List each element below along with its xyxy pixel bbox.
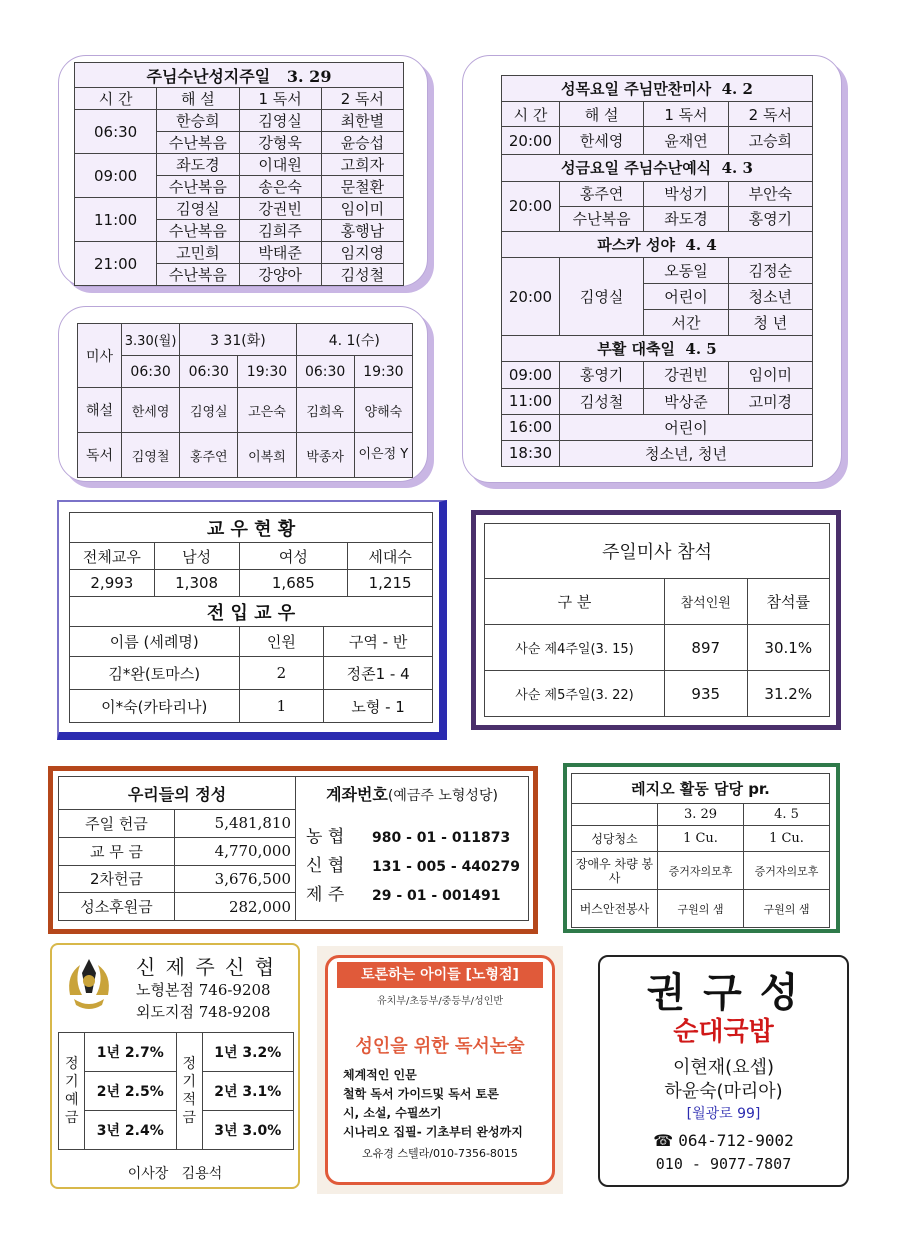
rate <box>85 1110 177 1149</box>
attendance-title: 주일미사 참석 <box>485 524 830 579</box>
chairman: 이사장 김용석 <box>127 1166 223 1182</box>
easter-vigil-title: 파스카 성야 <box>597 235 675 254</box>
cell: 강권빈 <box>239 198 321 220</box>
restaurant-address: [월광로 99] <box>686 1106 761 1122</box>
time: 06:30 <box>180 356 238 388</box>
total-value: 2,993 <box>70 570 155 597</box>
cell: 1 <box>239 690 324 723</box>
phone-icon: ☎ <box>653 1131 674 1150</box>
date: 3. 29 <box>658 804 744 826</box>
rate-value: 3.2% <box>242 1044 282 1061</box>
cell: 서간 <box>644 310 728 336</box>
rates-table <box>58 1032 294 1150</box>
cell: 송은숙 <box>239 176 321 198</box>
time-cell: 20:00 <box>502 127 560 155</box>
cell: 증거자의모후 <box>658 852 744 890</box>
ad-line: 체계적인 인문 <box>343 1068 417 1082</box>
owner-2: 하윤숙(마리아) <box>664 1081 783 1102</box>
th-category: 구 분 <box>485 579 665 625</box>
cell: 청소년 <box>728 284 812 310</box>
cell: 김*완(토마스) <box>70 657 240 690</box>
cell: 이*숙(카타리나) <box>70 690 240 723</box>
cell: 홍영기 <box>728 206 812 231</box>
account-holder: (예금주 노형성당) <box>387 788 498 804</box>
restaurant-ad <box>598 955 849 1187</box>
rate-value: 3.0% <box>242 1122 282 1139</box>
term: 3년 <box>96 1122 121 1139</box>
th-time: 시 간 <box>75 88 157 110</box>
term: 2년 <box>96 1083 121 1100</box>
narration-label: 해설 <box>78 388 122 433</box>
cell: 오동일 <box>644 257 728 283</box>
account-number: 131 - 005 - 440279 <box>372 859 521 875</box>
cell: 좌도경 <box>157 154 239 176</box>
ad-headline: 성인을 위한 독서논술 <box>355 1036 525 1057</box>
time-cell: 09:00 <box>502 362 560 388</box>
date-tue: 3 31(화) <box>180 324 296 356</box>
cell: 고승희 <box>728 127 812 155</box>
cell: 노형 - 1 <box>324 690 433 723</box>
restaurant-menu: 순대국밥 <box>673 1017 774 1047</box>
phone-1: 064-712-9002 <box>678 1131 794 1150</box>
cell: 홍주연 <box>180 433 238 478</box>
deposit-label: 정기예금 <box>59 1033 85 1150</box>
cell: 강권빈 <box>644 362 728 388</box>
cell: 어린이 <box>560 414 813 440</box>
ad-contact: 오유경 스텔라/010-7356-8015 <box>362 1147 518 1160</box>
th-name: 이름 (세례명) <box>70 627 240 657</box>
reading-label: 독서 <box>78 433 122 478</box>
cell: 한승희 <box>157 110 239 132</box>
cell: 주일 헌금 <box>59 810 175 838</box>
cell: 홍주연 <box>560 181 644 206</box>
time-cell: 20:00 <box>502 181 560 231</box>
cell: 이대원 <box>239 154 321 176</box>
cell: 수난복음 <box>157 220 239 242</box>
cell: 정존1 - 4 <box>324 657 433 690</box>
th-count: 인원 <box>239 627 324 657</box>
time-cell: 09:00 <box>75 154 157 198</box>
cell: 청소년, 청년 <box>560 440 813 466</box>
credit-union-ad <box>50 943 300 1189</box>
cell: 김영철 <box>122 433 180 478</box>
ad-line: 시나리오 집필- 기초부터 완성까지 <box>343 1125 523 1139</box>
time-cell: 20:00 <box>502 257 560 335</box>
cell: 30.1% <box>747 625 830 671</box>
cell: 김희옥 <box>296 388 354 433</box>
cell: 고민희 <box>157 242 239 264</box>
cell: 임지영 <box>321 242 403 264</box>
easter-vigil-date: 4. 4 <box>685 235 717 254</box>
holy-week-table <box>501 75 813 467</box>
cell: 박성기 <box>644 181 728 206</box>
cell: 수난복음 <box>560 206 644 231</box>
th-rate: 참석률 <box>747 579 830 625</box>
cell: 홍행남 <box>321 220 403 242</box>
cell: 한세영 <box>122 388 180 433</box>
rate-value: 2.7% <box>124 1044 164 1061</box>
th-district: 구역 - 반 <box>324 627 433 657</box>
cell: 고은숙 <box>238 388 296 433</box>
cell: 박상준 <box>644 388 728 414</box>
ad-line: 시, 소설, 수필쓰기 <box>343 1106 442 1120</box>
th-male: 남성 <box>154 543 239 570</box>
th-reading1: 1 독서 <box>239 88 321 110</box>
bank-name: 제 주 <box>306 885 345 905</box>
time-cell: 16:00 <box>502 414 560 440</box>
installment-label: 정기적금 <box>176 1033 202 1150</box>
cell: 윤재연 <box>644 127 728 155</box>
palm-sunday-table <box>74 62 404 284</box>
good-friday-date: 4. 3 <box>721 159 753 178</box>
palm-date: 3. 29 <box>286 66 332 86</box>
offerings-table <box>58 776 296 921</box>
rate <box>202 1071 294 1110</box>
cell: 윤승섭 <box>321 132 403 154</box>
reading-class-ad <box>317 946 563 1194</box>
female-value: 1,685 <box>239 570 348 597</box>
cell: 고희자 <box>321 154 403 176</box>
offerings-title: 우리들의 정성 <box>59 777 296 810</box>
owner-1: 이현재(요셉) <box>673 1057 774 1078</box>
cell: 버스안전봉사 <box>572 890 658 928</box>
restaurant-name: 권 구 성 <box>646 970 801 1016</box>
easter-date: 4. 5 <box>685 340 717 359</box>
legio-title: 레지오 활동 담당 pr. <box>572 774 830 804</box>
term: 1년 <box>214 1044 238 1061</box>
ad-line: 철학 독서 가이드및 독서 토론 <box>343 1087 499 1101</box>
households-value: 1,215 <box>348 570 433 597</box>
members-title: 교 우 현 황 <box>70 513 433 543</box>
cell: 임이미 <box>321 198 403 220</box>
cell: 김영실 <box>239 110 321 132</box>
cell: 31.2% <box>747 671 830 717</box>
cell: 홍영기 <box>560 362 644 388</box>
time: 19:30 <box>238 356 296 388</box>
blank-cell <box>572 804 658 826</box>
cell: 임이미 <box>728 362 812 388</box>
date: 4. 5 <box>744 804 830 826</box>
cell: 935 <box>665 671 748 717</box>
time: 19:30 <box>354 356 412 388</box>
branch-oedo: 외도지점 748-9208 <box>136 1003 271 1021</box>
th-households: 세대수 <box>348 543 433 570</box>
th-female: 여성 <box>239 543 348 570</box>
credit-union-logo-icon <box>64 955 114 1011</box>
cell: 강양아 <box>239 264 321 286</box>
ad-subtitle: 유치부/초등부/중등부/성인반 <box>376 996 504 1007</box>
rate <box>85 1071 177 1110</box>
rate <box>202 1033 294 1072</box>
cell: 1 Cu. <box>744 826 830 852</box>
members-table <box>69 512 433 722</box>
legio-table <box>571 773 830 927</box>
th-narration: 해 설 <box>560 102 644 127</box>
credit-union-name: 신 제 주 신 협 <box>136 955 277 979</box>
cell: 사순 제4주일(3. 15) <box>485 625 665 671</box>
th-reading2: 2 독서 <box>321 88 403 110</box>
cell: 증거자의모후 <box>744 852 830 890</box>
cell: 청 년 <box>728 310 812 336</box>
account-number: 980 - 01 - 011873 <box>372 830 511 846</box>
account-title: 계좌번호 <box>326 785 388 804</box>
rate <box>85 1033 177 1072</box>
cell: 2차헌금 <box>59 865 175 893</box>
cell: 3,676,500 <box>175 865 296 893</box>
cell: 어린이 <box>644 284 728 310</box>
holy-thursday-date: 4. 2 <box>721 80 753 99</box>
th-time: 시 간 <box>502 102 560 127</box>
cell: 수난복음 <box>157 132 239 154</box>
time-cell: 11:00 <box>75 198 157 242</box>
cell: 이은정 Y <box>354 433 412 478</box>
time-cell: 06:30 <box>75 110 157 154</box>
cell: 김희주 <box>239 220 321 242</box>
rate-value: 2.4% <box>124 1122 164 1139</box>
phone-2: 010 - 9077-7807 <box>655 1155 792 1173</box>
time-cell: 18:30 <box>502 440 560 466</box>
holy-thursday-title: 성목요일 주님만찬미사 <box>561 80 712 99</box>
th-reading2: 2 독서 <box>728 102 812 127</box>
rate <box>202 1110 294 1149</box>
cell: 성소후원금 <box>59 893 175 921</box>
cell: 282,000 <box>175 893 296 921</box>
account-box <box>295 776 529 921</box>
cell: 김영실 <box>180 388 238 433</box>
cell: 강형욱 <box>239 132 321 154</box>
cell: 5,481,810 <box>175 810 296 838</box>
rate-value: 3.1% <box>242 1083 282 1100</box>
cell: 2 <box>239 657 324 690</box>
th-total: 전체교우 <box>70 543 155 570</box>
term: 2년 <box>214 1083 238 1100</box>
rate-value: 2.5% <box>124 1083 164 1100</box>
account-number: 29 - 01 - 001491 <box>372 888 501 904</box>
time: 06:30 <box>122 356 180 388</box>
good-friday-title: 성금요일 주님수난예식 <box>561 159 712 178</box>
palm-title: 주님수난성지주일 <box>146 66 271 86</box>
cell: 김성철 <box>321 264 403 286</box>
mass-label: 미사 <box>78 324 122 388</box>
cell: 수난복음 <box>157 176 239 198</box>
bank-name: 농 협 <box>306 827 345 847</box>
date-mon: 3.30(월) <box>122 324 180 356</box>
time-cell: 11:00 <box>502 388 560 414</box>
branch-main: 노형본점 746-9208 <box>136 981 271 999</box>
time: 06:30 <box>296 356 354 388</box>
th-attendees: 참석인원 <box>665 579 748 625</box>
time-cell: 21:00 <box>75 242 157 286</box>
cell: 문철환 <box>321 176 403 198</box>
cell: 양해숙 <box>354 388 412 433</box>
cell: 897 <box>665 625 748 671</box>
weekday-mass-table <box>77 323 413 477</box>
cell: 이복희 <box>238 433 296 478</box>
male-value: 1,308 <box>154 570 239 597</box>
cell: 김영실 <box>560 257 644 335</box>
term: 1년 <box>96 1044 121 1061</box>
cell: 1 Cu. <box>658 826 744 852</box>
cell: 박태준 <box>239 242 321 264</box>
cell: 최한별 <box>321 110 403 132</box>
cell: 4,770,000 <box>175 837 296 865</box>
cell: 교 무 금 <box>59 837 175 865</box>
easter-title: 부활 대축일 <box>597 340 675 359</box>
attendance-table <box>484 523 830 716</box>
cell: 구원의 샘 <box>744 890 830 928</box>
ad-title: 토론하는 아이들 [노형점] <box>337 962 543 988</box>
cell: 성당청소 <box>572 826 658 852</box>
cell: 부안숙 <box>728 181 812 206</box>
cell: 김성철 <box>560 388 644 414</box>
cell: 장애우 차량 봉사 <box>572 852 658 890</box>
cell: 고미경 <box>728 388 812 414</box>
date-wed: 4. 1(수) <box>296 324 412 356</box>
new-members-title: 전 입 교 우 <box>70 597 433 627</box>
cell: 김영실 <box>157 198 239 220</box>
cell: 한세영 <box>560 127 644 155</box>
cell: 좌도경 <box>644 206 728 231</box>
cell: 수난복음 <box>157 264 239 286</box>
th-reading1: 1 독서 <box>644 102 728 127</box>
term: 3년 <box>214 1122 238 1139</box>
th-narration: 해 설 <box>157 88 239 110</box>
cell: 박종자 <box>296 433 354 478</box>
cell: 구원의 샘 <box>658 890 744 928</box>
bank-name: 신 협 <box>306 856 345 876</box>
cell: 김정순 <box>728 257 812 283</box>
cell: 사순 제5주일(3. 22) <box>485 671 665 717</box>
